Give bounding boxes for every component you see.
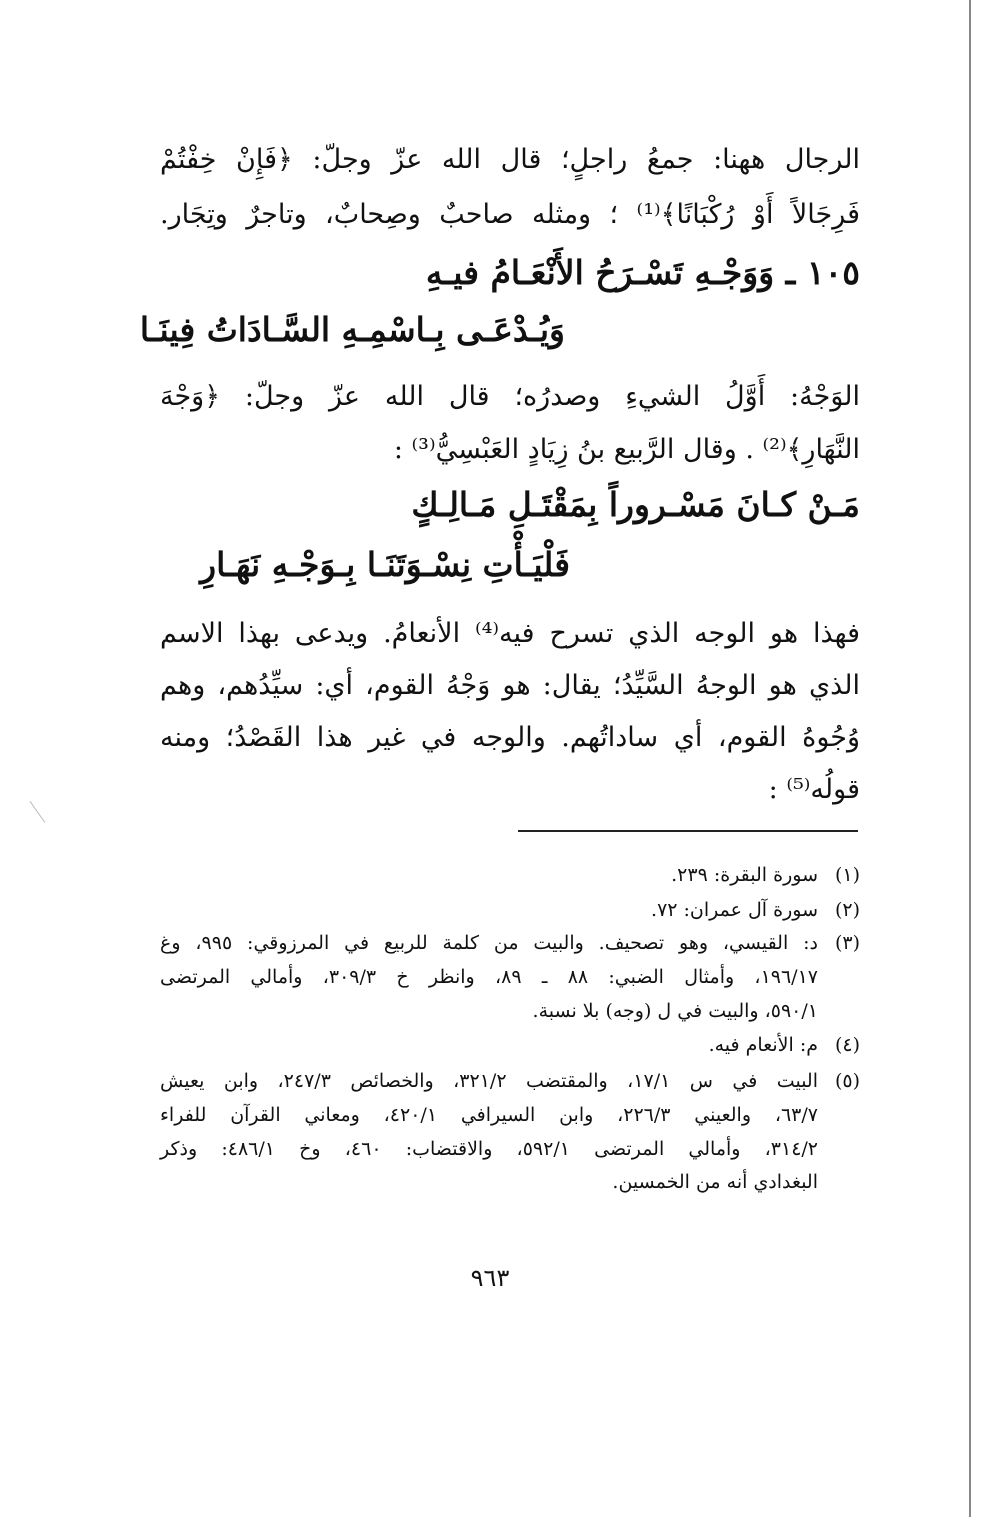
verse-105-first-hemistich: ١٠٥ ـ وَوَجْـهِ تَسْـرَحُ الأَنْعَـامُ فيـهِ	[425, 253, 860, 292]
closing-line-4: قولُه⁽⁵⁾ :	[768, 774, 860, 805]
footnote-3-number: (٣)	[834, 932, 860, 954]
quoted-verse-first-hemistich: مَـنْ كـانَ مَسْـروراً بِمَقْتَـلِ مَـالِـكٍ	[411, 485, 860, 524]
footnote-5-line-3: ٣١٤/٢، وأمالي المرتضى ٥٩٢/١، والاقتضاب: ٤٦٠، وخ ٤٨٦/١: وذكر	[160, 1138, 819, 1160]
verse-105-second-hemistich: وَيُـدْعَـى بِـاسْمِـهِ السَّـادَاتُ فِينَـا	[139, 310, 565, 349]
footnote-5-line-2: ٦٣/٧، والعيني ٢٢٦/٣، وابن السيرافي ٤٢٠/١، ومعاني القرآن للفراء	[160, 1104, 818, 1126]
footnote-3-line-1: د: القيسي، وهو تصحيف. والبيت من كلمة للربيع في المرزوقي: ٩٩٥، وغ	[160, 932, 818, 954]
footnote-5-line-4: البغدادي أنه من الخمسين.	[612, 1171, 818, 1193]
quoted-verse-second-hemistich: فَلْيَـأْتِ نِسْـوَتَنَـا بِـوَجْـهِ نَهَـارِ	[200, 545, 570, 584]
closing-line-1: فهذا هو الوجه الذي تسرح فيه⁽⁴⁾ الأنعامُ. ويدعى بهذا الاسم	[160, 618, 860, 649]
footnote-1-line-1: سورة البقرة: ٢٣٩.	[671, 864, 818, 886]
footnote-2-line-1: سورة آل عمران: ٧٢.	[651, 899, 818, 921]
footnote-5-number: (٥)	[834, 1070, 860, 1092]
explanation-line-1: الوَجْهُ: أَوَّلُ الشيءِ وصدرُه؛ قال الله عزّ وجلّ: ﴿وَجْهَ	[160, 381, 860, 412]
footnote-3-line-2: ١٩٦/١٧، وأمثال الضبي: ٨٨ ـ ٨٩، وانظر خ ٣٠٩/٣، وأمالي المرتضى	[160, 966, 818, 988]
explanation-line-2: النَّهَارِ﴾⁽²⁾ . وقال الرَّبيع بنُ زِيَادٍ العَبْسِيُّ⁽³⁾ :	[393, 434, 860, 465]
footnote-5-line-1: البيت في س ١٧/١، والمقتضب ٣٢١/٢، والخصائص ٢٤٧/٣، وابن يعيش	[160, 1070, 819, 1092]
footnote-1-number: (١)	[834, 864, 860, 886]
footnote-divider	[518, 830, 858, 832]
footnote-4-line-1: م: الأنعام فيه.	[708, 1034, 818, 1056]
scan-mark	[30, 795, 54, 823]
scan-edge-line	[969, 0, 971, 1517]
footnote-3-line-3: ٥٩٠/١، والبيت في ل (وجه) بلا نسبة.	[532, 1000, 818, 1022]
closing-line-2: الذي هو الوجهُ السَّيِّدُ؛ يقال: هو وَجْهُ القوم، أي: سيِّدُهم، وهم	[160, 670, 860, 701]
body-line-1: الرجال ههنا: جمعُ راجلٍ؛ قال الله عزّ وجلّ: ﴿فَإِنْ خِفْتُمْ	[160, 144, 860, 175]
footnote-2-number: (٢)	[834, 899, 860, 921]
page-number: ٩٦٣	[470, 1264, 510, 1292]
footnote-4-number: (٤)	[834, 1034, 860, 1056]
body-line-2: فَرِجَالاً أَوْ رُكْبَانًا﴾⁽¹⁾ ؛ ومثله صاحبٌ وصِحابٌ، وتاجرٌ وتِجَار.	[160, 199, 860, 230]
closing-line-3: وُجُوهُ القوم، أي ساداتُهم. والوجه في غير هذا القَصْدُ؛ ومنه	[160, 722, 860, 753]
